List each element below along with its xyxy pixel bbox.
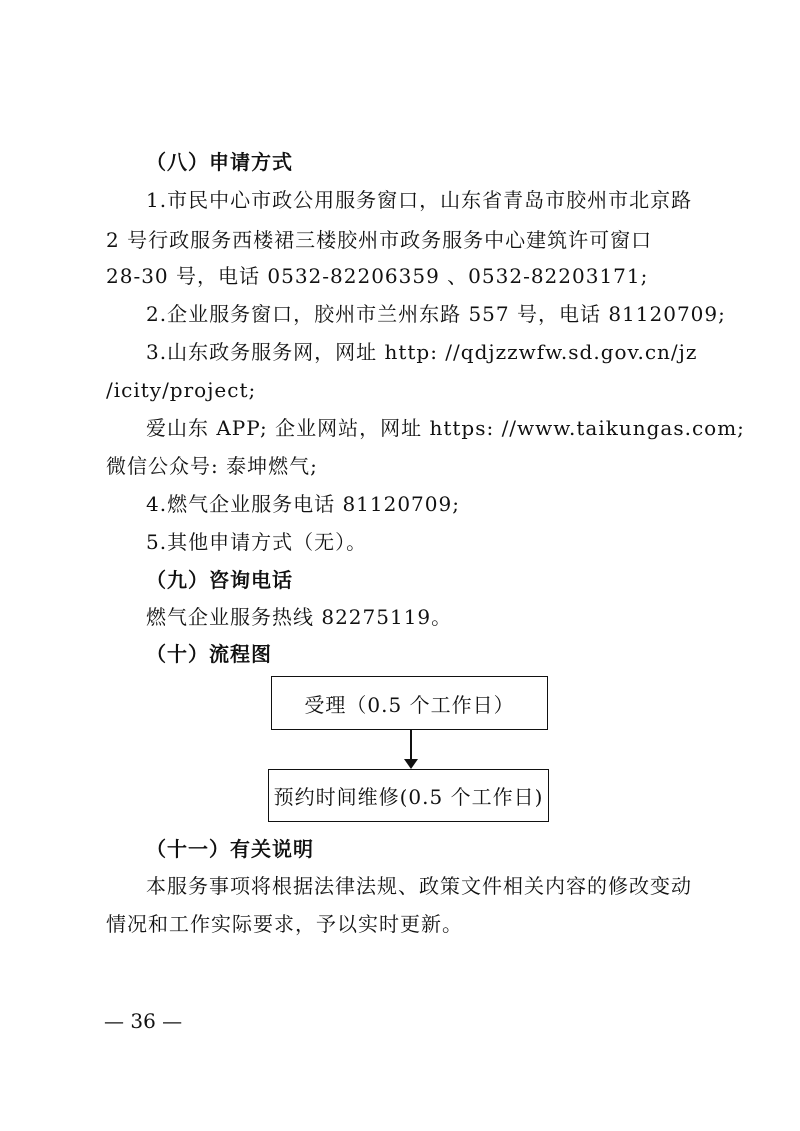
application-item-2: 2.企业服务窗口，胶州市兰州东路 557 号，电话 81120709; (146, 302, 726, 326)
flow-arrow-head (404, 759, 418, 769)
application-item-4: 4.燃气企业服务电话 81120709; (146, 492, 460, 516)
app-website-line-2: 微信公众号: 泰坤燃气; (106, 454, 318, 478)
section-11-heading: （十一）有关说明 (146, 837, 314, 861)
application-item-1-line-1: 1.市民中心市政公用服务窗口，山东省青岛市胶州市北京路 (146, 188, 693, 212)
section-10-heading: （十）流程图 (146, 642, 272, 666)
application-item-3-line-1: 3.山东政务服务网，网址 http: //qdjzzwfw.sd.gov.cn/jz (146, 340, 698, 364)
flow-step-accept: 受理（0.5 个工作日） (271, 676, 548, 730)
app-website-line-1: 爱山东 APP; 企业网站，网址 https: //www.taikungas.com; (146, 416, 745, 440)
page-number: — 36 — (104, 1009, 183, 1033)
service-hotline: 燃气企业服务热线 82275119。 (146, 605, 453, 629)
application-item-3-line-2: /icity/project; (106, 378, 257, 402)
section-9-heading: （九）咨询电话 (146, 568, 293, 592)
application-item-5: 5.其他申请方式（无）。 (146, 530, 368, 554)
note-line-2: 情况和工作实际要求，予以实时更新。 (106, 912, 463, 936)
flow-arrow (410, 729, 412, 761)
note-line-1: 本服务事项将根据法律法规、政策文件相关内容的修改变动 (146, 874, 692, 898)
application-item-1-line-3: 28-30 号，电话 0532-82206359 、0532-82203171; (106, 264, 649, 288)
application-item-1-line-2: 2 号行政服务西楼裙三楼胶州市政务服务中心建筑许可窗口 (106, 228, 653, 252)
section-8-heading: （八）申请方式 (146, 150, 293, 174)
flow-step-repair: 预约时间维修(0.5 个工作日) (268, 769, 549, 822)
